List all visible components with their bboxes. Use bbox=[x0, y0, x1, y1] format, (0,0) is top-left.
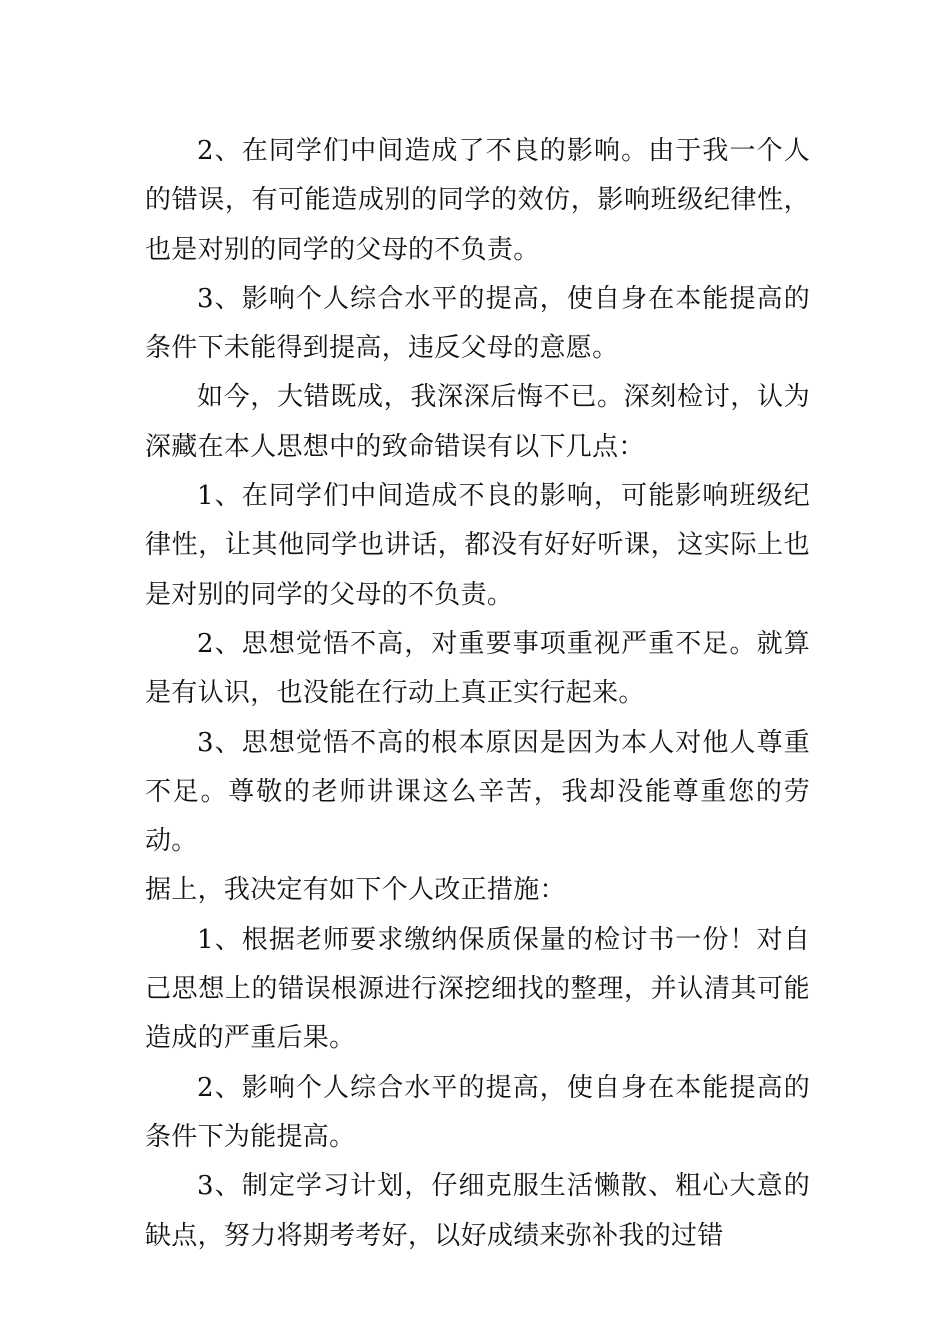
paragraph-measure-2: 2、影响个人综合水平的提高，使自身在本能提高的条件下为能提高。 bbox=[145, 1072, 810, 1152]
paragraph-point-2-bad-influence: 2、在同学们中间造成了不良的影响。由于我一个人的错误，有可能造成别的同学的效仿，影响班级纪律性，也是对别的同学的父母的不负责。 bbox=[145, 136, 810, 265]
document-body bbox=[145, 127, 810, 1261]
paragraph-measures-intro: 据上，我决定有如下个人改正措施： bbox=[145, 875, 566, 906]
paragraph-point-3-ability: 3、影响个人综合水平的提高，使自身在本能提高的条件下未能得到提高，违反父母的意愿。 bbox=[145, 283, 810, 364]
paragraph-measure-1: 1、根据老师要求缴纳保质保量的检讨书一份！对自己思想上的错误根源进行深挖细找的整理，并认清其可能造成的严重后果。 bbox=[145, 924, 810, 1054]
paragraph-error-2: 2、思想觉悟不高，对重要事项重视严重不足。就算是有认识，也没能在行动上真正实行起来。 bbox=[145, 628, 810, 709]
paragraph-error-3: 3、思想觉悟不高的根本原因是因为本人对他人尊重不足。尊敬的老师讲课这么辛苦，我却没能尊重您的劳动。 bbox=[145, 727, 810, 857]
paragraph-measure-3: 3、制定学习计划，仔细克服生活懒散、粗心大意的缺点，努力将期考考好，以好成绩来弥补我的过错 bbox=[145, 1171, 810, 1251]
paragraph-error-1: 1、在同学们中间造成不良的影响，可能影响班级纪律性，让其他同学也讲话，都没有好好听课，这实际上也是对别的同学的父母的不负责。 bbox=[145, 481, 810, 610]
paragraph-reflection-intro: 如今，大错既成，我深深后悔不已。深刻检讨，认为深藏在本人思想中的致命错误有以下几点： bbox=[145, 382, 810, 462]
